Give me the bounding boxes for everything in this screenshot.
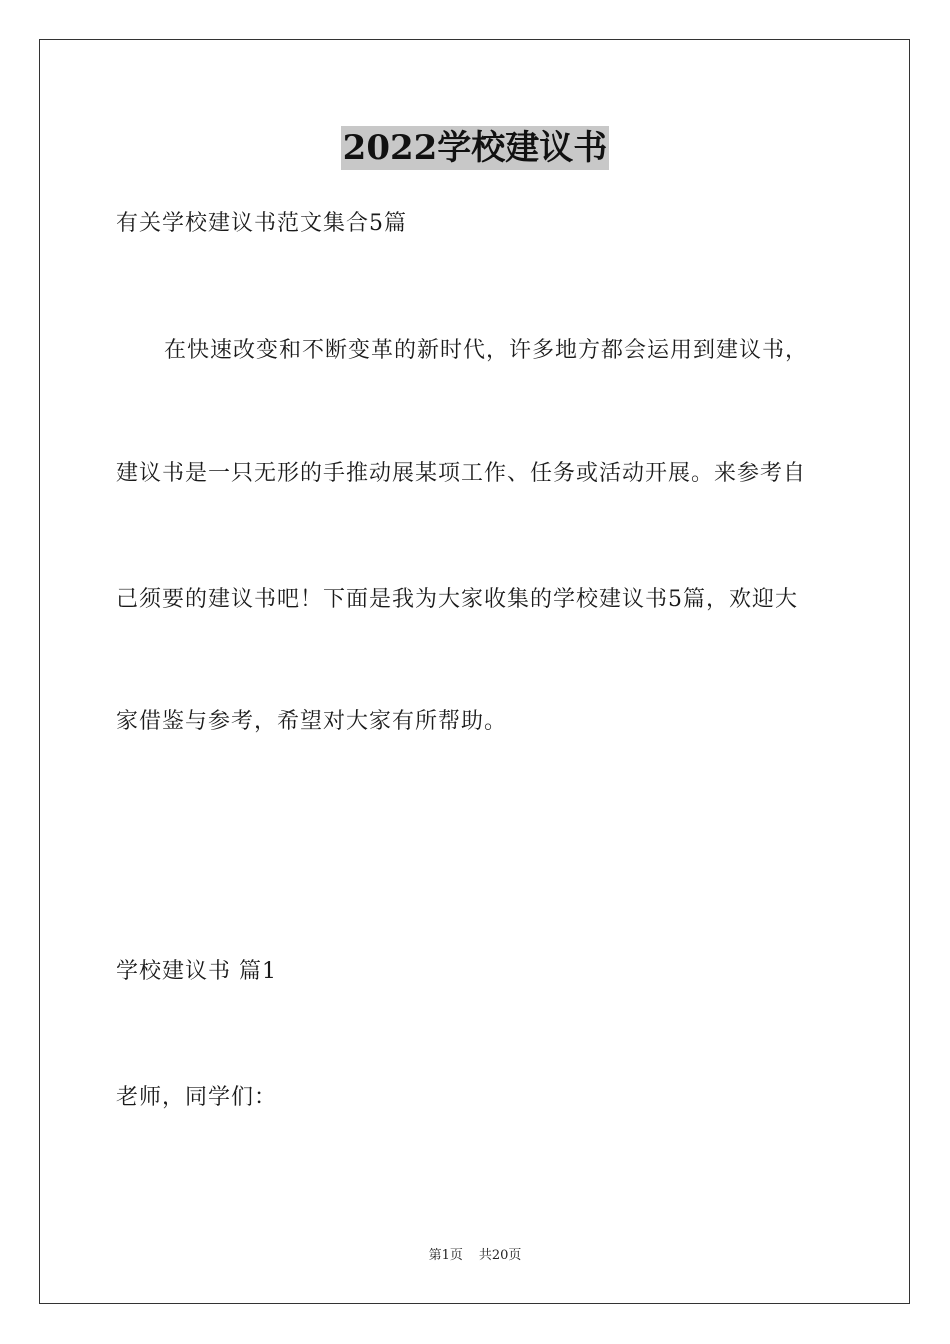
section-heading: 学校建议书 篇1 xyxy=(116,959,277,984)
page-number-current: 第1页 xyxy=(428,1248,463,1263)
intro-line-1: 在快速改变和不断变革的新时代，许多地方都会运用到建议书， xyxy=(164,338,809,363)
page-footer xyxy=(0,1247,950,1265)
document-title: 2022学校建议书 xyxy=(342,128,608,168)
intro-line-4: 家借鉴与参考，希望对大家有所帮助。 xyxy=(116,709,508,734)
salutation: 老师，同学们： xyxy=(116,1085,278,1110)
intro-line-3: 己须要的建议书吧！下面是我为大家收集的学校建议书5篇，欢迎大 xyxy=(116,587,798,612)
intro-line-2: 建议书是一只无形的手推动展某项工作、任务或活动开展。来参考自 xyxy=(116,461,807,486)
document-subtitle: 有关学校建议书范文集合5篇 xyxy=(116,211,407,236)
title-container xyxy=(0,126,950,170)
page-number-total: 共20页 xyxy=(478,1248,522,1263)
